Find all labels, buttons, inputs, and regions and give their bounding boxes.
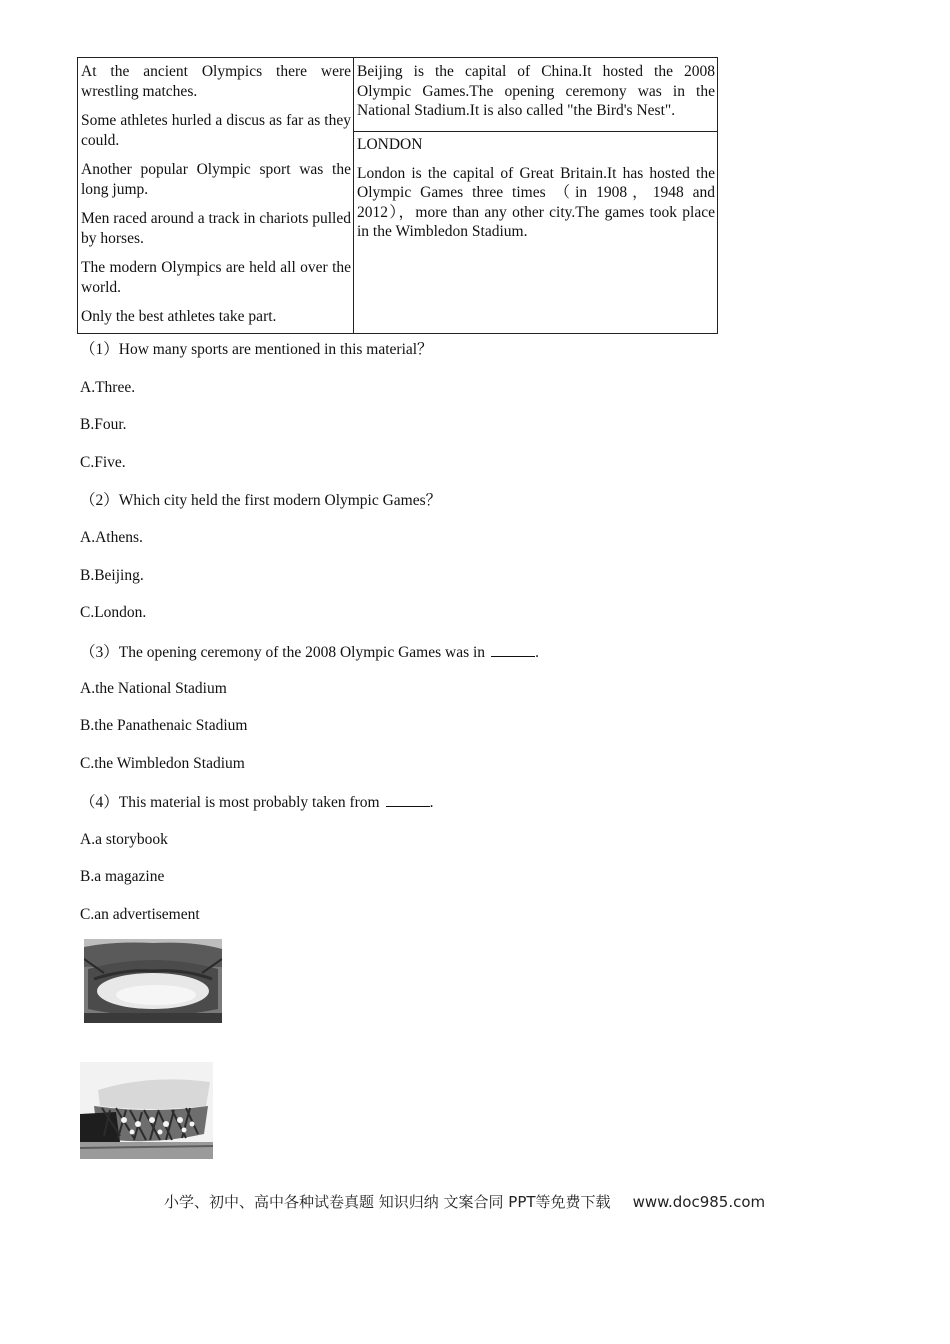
london-cell: [354, 132, 717, 333]
birds-nest-photo: [80, 1062, 213, 1159]
modern-paragraph: The modern Olympics are held all over the world.: [81, 259, 351, 296]
footer-url[interactable]: www.doc985.com: [632, 1193, 766, 1211]
cities-column: [354, 58, 717, 333]
question-3-option-c[interactable]: C.the Wimbledon Stadium: [80, 755, 245, 772]
question-2-option-c[interactable]: C.London.: [80, 604, 147, 621]
question-3-option-b[interactable]: B.the Panathenaic Stadium: [80, 717, 248, 734]
london-text: London is the capital of Great Britain.It has hosted the Olympic Games three times （in 1908，1948 and 2012），more than any other city.The games took place in the Wimbledon Stadium.: [357, 164, 715, 240]
question-1-option-b[interactable]: B.Four.: [80, 416, 127, 433]
question-4-text: （4）This material is most probably taken from: [80, 794, 380, 811]
footer-text: 小学、初中、高中各种试卷真题 知识归纳 文案合同 PPT等免费下载: [164, 1193, 611, 1211]
question-3-prompt: [80, 642, 539, 663]
question-4-prompt: [80, 792, 433, 813]
stadium-interior-photo: [84, 939, 222, 1023]
question-4-option-c[interactable]: C.an advertisement: [80, 906, 200, 923]
stadium-interior-image: [84, 939, 222, 1023]
footer: [164, 1191, 765, 1212]
question-3-option-a[interactable]: A.the National Stadium: [80, 680, 227, 697]
question-1-option-c[interactable]: C.Five.: [80, 454, 126, 471]
ancient-paragraph: Another popular Olympic sport was the long jump.: [81, 161, 351, 198]
beijing-text: Beijing is the capital of China.It hosted the 2008 Olympic Games.The opening ceremony was in the National Stadium.It is also called "the Bird's Nest".: [357, 63, 715, 119]
question-1-prompt: （1）How many sports are mentioned in this material？: [80, 341, 433, 358]
question-4-end: .: [429, 794, 434, 811]
question-2-option-a[interactable]: A.Athens.: [80, 529, 143, 546]
question-3-end: .: [535, 644, 539, 661]
question-4-option-a[interactable]: A.a storybook: [80, 831, 168, 848]
question-1-option-a[interactable]: A.Three.: [80, 379, 136, 396]
modern-paragraph: Only the best athletes take part.: [81, 308, 277, 325]
birds-nest-image: [80, 1062, 213, 1159]
reading-table: [77, 57, 718, 334]
beijing-cell: [354, 58, 717, 132]
ancient-paragraph: Some athletes hurled a discus as far as they could.: [81, 112, 351, 149]
question-2-prompt: （2）Which city held the first modern Olympic Games？: [80, 492, 442, 509]
answer-blank[interactable]: [386, 792, 430, 807]
ancient-olympics-cell: [78, 58, 354, 333]
answer-blank[interactable]: [491, 642, 535, 657]
london-heading: LONDON: [357, 136, 423, 153]
ancient-paragraph: Men raced around a track in chariots pulled by horses.: [81, 210, 351, 247]
question-4-option-b[interactable]: B.a magazine: [80, 868, 165, 885]
question-2-option-b[interactable]: B.Beijing.: [80, 567, 144, 584]
ancient-paragraph: At the ancient Olympics there were wrestling matches.: [81, 63, 351, 100]
question-3-text: （3）The opening ceremony of the 2008 Olympic Games was in: [80, 644, 486, 661]
